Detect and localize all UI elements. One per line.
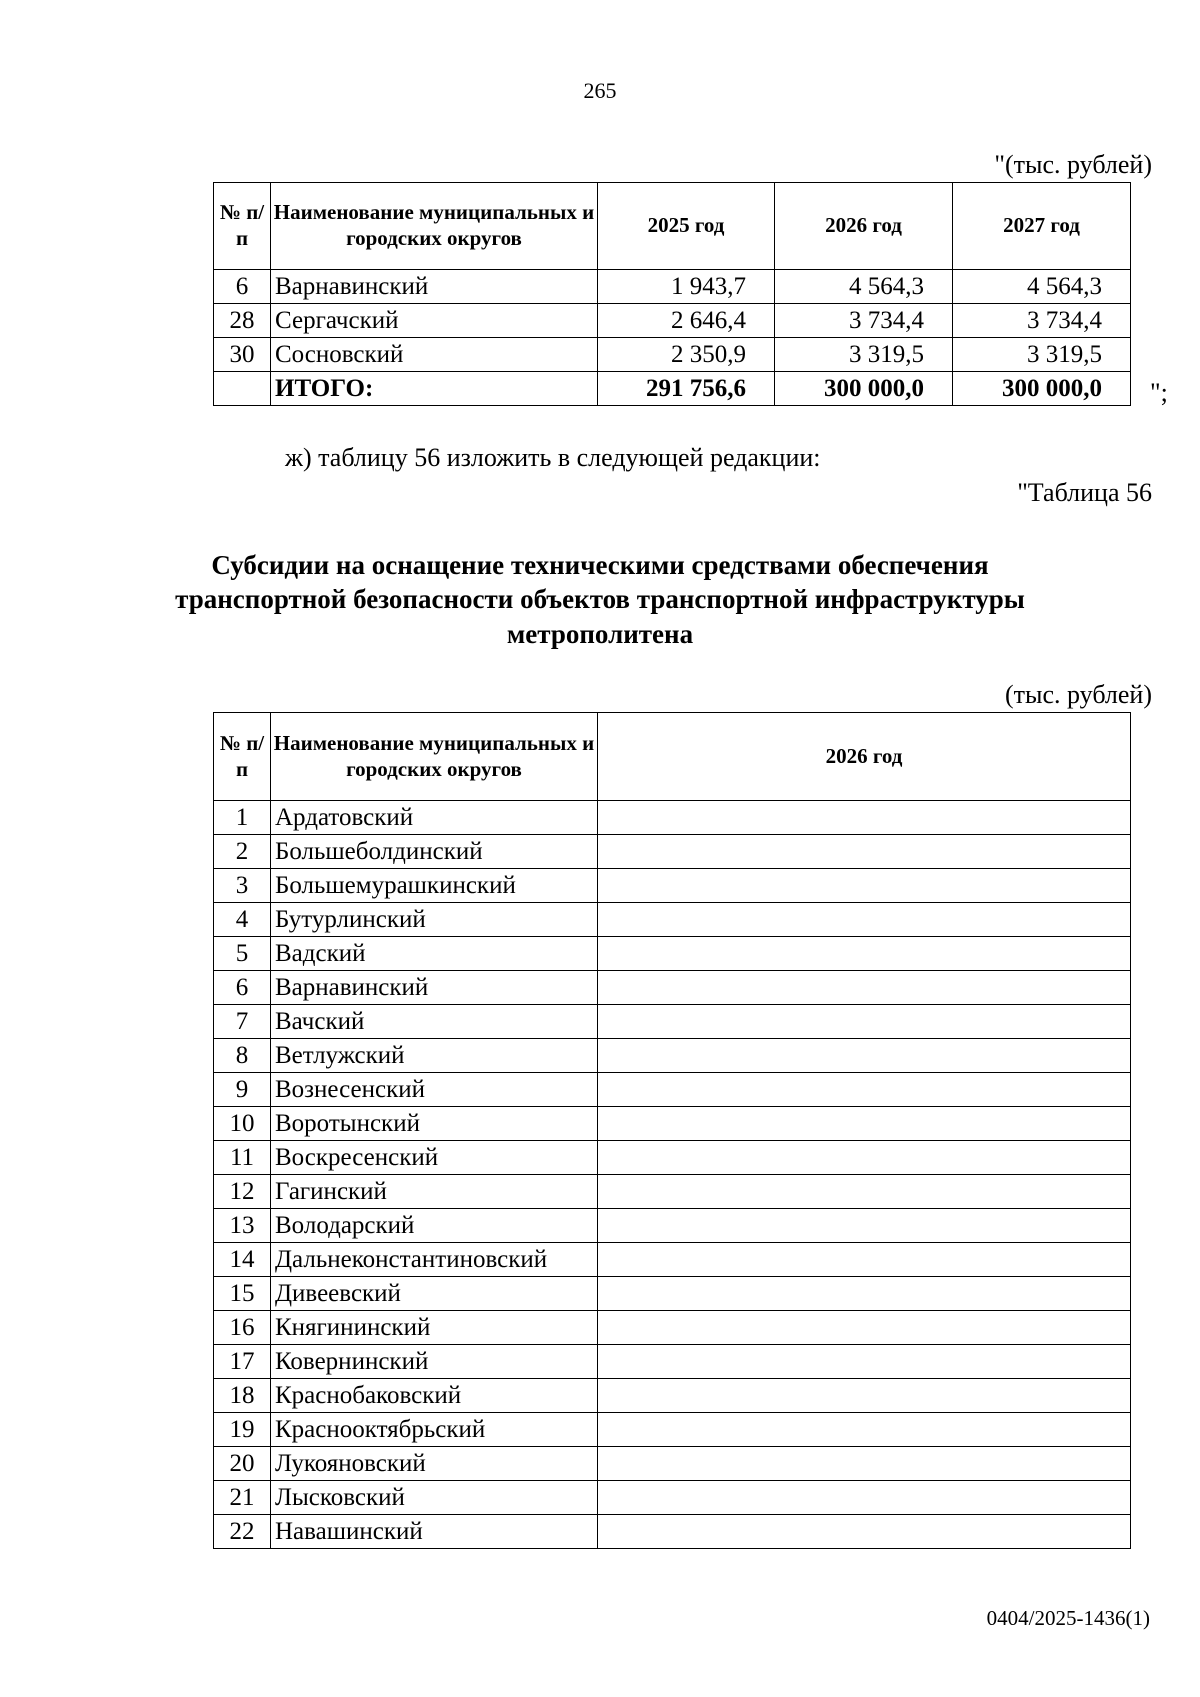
cell-y2026 bbox=[598, 1515, 1131, 1549]
cell-num: 30 bbox=[214, 338, 271, 372]
cell-num: 8 bbox=[214, 1039, 271, 1073]
cell-y2027: 4 564,3 bbox=[953, 270, 1131, 304]
cell-y2026 bbox=[598, 1209, 1131, 1243]
cell-y2026: 3 734,4 bbox=[775, 304, 953, 338]
cell-y2027: 3 319,5 bbox=[953, 338, 1131, 372]
cell-num: 20 bbox=[214, 1447, 271, 1481]
cell-name: Ветлужский bbox=[271, 1039, 598, 1073]
table-row bbox=[214, 1481, 1131, 1515]
cell-num: 15 bbox=[214, 1277, 271, 1311]
cell-y2026 bbox=[598, 801, 1131, 835]
cell-num: 3 bbox=[214, 869, 271, 903]
table-row bbox=[214, 937, 1131, 971]
cell-num: 28 bbox=[214, 304, 271, 338]
table1-units: "(тыс. рублей) bbox=[994, 150, 1152, 179]
table-row bbox=[214, 869, 1131, 903]
cell-num: 12 bbox=[214, 1175, 271, 1209]
cell-name: Володарский bbox=[271, 1209, 598, 1243]
table-row bbox=[214, 1209, 1131, 1243]
cell-y2026 bbox=[598, 1311, 1131, 1345]
table-row bbox=[214, 1107, 1131, 1141]
cell-name: Княгининский bbox=[271, 1311, 598, 1345]
table1-total-row bbox=[214, 372, 1131, 406]
cell-name: Ковернинский bbox=[271, 1345, 598, 1379]
table-title: Субсидии на оснащение техническими средствами обеспечения транспортной безопасности объектов транспортной инфраструктуры метрополитена bbox=[175, 550, 1025, 649]
cell-name: Вознесенский bbox=[271, 1073, 598, 1107]
table-row bbox=[214, 1345, 1131, 1379]
cell-num: 22 bbox=[214, 1515, 271, 1549]
cell-y2026: 3 319,5 bbox=[775, 338, 953, 372]
header-2026: 2026 год bbox=[775, 183, 953, 270]
header-2027: 2027 год bbox=[953, 183, 1131, 270]
table-row bbox=[214, 304, 1131, 338]
cell-name: Вадский bbox=[271, 937, 598, 971]
table2-units: (тыс. рублей) bbox=[1004, 680, 1152, 709]
header-num: № п/п bbox=[214, 183, 271, 270]
cell-num: 18 bbox=[214, 1379, 271, 1413]
table-row bbox=[214, 971, 1131, 1005]
table-row bbox=[214, 1141, 1131, 1175]
table1-closing: "; bbox=[1150, 378, 1168, 407]
document-code: 0404/2025-1436(1) bbox=[986, 1606, 1150, 1630]
table-row bbox=[214, 1379, 1131, 1413]
cell-name: Воскресенский bbox=[271, 1141, 598, 1175]
table-row bbox=[214, 1277, 1131, 1311]
table2-header-row bbox=[214, 713, 1131, 801]
cell-y2026 bbox=[598, 1005, 1131, 1039]
cell-y2026 bbox=[598, 1413, 1131, 1447]
table2-body bbox=[214, 801, 1131, 1549]
cell-name: Гагинский bbox=[271, 1175, 598, 1209]
table-row bbox=[214, 338, 1131, 372]
cell-y2026 bbox=[598, 937, 1131, 971]
cell-y2026 bbox=[598, 1243, 1131, 1277]
cell-num: 6 bbox=[214, 971, 271, 1005]
total-label: ИТОГО: bbox=[271, 372, 598, 406]
cell-name: Большемурашкинский bbox=[271, 869, 598, 903]
table-row bbox=[214, 1311, 1131, 1345]
cell-name: Ардатовский bbox=[271, 801, 598, 835]
table-row bbox=[214, 270, 1131, 304]
total-num-cell bbox=[214, 372, 271, 406]
cell-name: Бутурлинский bbox=[271, 903, 598, 937]
cell-name: Лукояновский bbox=[271, 1447, 598, 1481]
cell-num: 16 bbox=[214, 1311, 271, 1345]
cell-name: Дивеевский bbox=[271, 1277, 598, 1311]
table-number: "Таблица 56 bbox=[1017, 478, 1152, 507]
cell-name: Краснобаковский bbox=[271, 1379, 598, 1413]
cell-num: 10 bbox=[214, 1107, 271, 1141]
table-row bbox=[214, 1515, 1131, 1549]
cell-name: Краснооктябрьский bbox=[271, 1413, 598, 1447]
cell-y2026 bbox=[598, 835, 1131, 869]
cell-y2026 bbox=[598, 1107, 1131, 1141]
cell-num: 17 bbox=[214, 1345, 271, 1379]
table-1 bbox=[213, 182, 1131, 406]
cell-num: 5 bbox=[214, 937, 271, 971]
table-row bbox=[214, 1413, 1131, 1447]
cell-num: 14 bbox=[214, 1243, 271, 1277]
cell-y2026 bbox=[598, 1141, 1131, 1175]
cell-name: Большеболдинский bbox=[271, 835, 598, 869]
cell-y2026 bbox=[598, 1481, 1131, 1515]
header-2025: 2025 год bbox=[598, 183, 775, 270]
table-row bbox=[214, 1039, 1131, 1073]
page-number: 265 bbox=[583, 78, 617, 103]
cell-y2025: 2 646,4 bbox=[598, 304, 775, 338]
cell-num: 19 bbox=[214, 1413, 271, 1447]
table-row bbox=[214, 1447, 1131, 1481]
table-row bbox=[214, 835, 1131, 869]
cell-name: Воротынский bbox=[271, 1107, 598, 1141]
cell-num: 13 bbox=[214, 1209, 271, 1243]
total-2025: 291 756,6 bbox=[598, 372, 775, 406]
cell-name: Дальнеконстантиновский bbox=[271, 1243, 598, 1277]
cell-y2026 bbox=[598, 1175, 1131, 1209]
total-2027: 300 000,0 bbox=[953, 372, 1131, 406]
cell-name: Лысковский bbox=[271, 1481, 598, 1515]
cell-name: Вачский bbox=[271, 1005, 598, 1039]
header-2026: 2026 год bbox=[598, 713, 1131, 801]
cell-y2026 bbox=[598, 1039, 1131, 1073]
table-row bbox=[214, 801, 1131, 835]
table-row bbox=[214, 1073, 1131, 1107]
header-name: Наименование муниципальных и городских округов bbox=[271, 713, 598, 801]
cell-y2026 bbox=[598, 1447, 1131, 1481]
cell-num: 21 bbox=[214, 1481, 271, 1515]
cell-y2026 bbox=[598, 869, 1131, 903]
cell-name: Сосновский bbox=[271, 338, 598, 372]
table-row bbox=[214, 1243, 1131, 1277]
table-row bbox=[214, 903, 1131, 937]
table1-body bbox=[214, 270, 1131, 372]
cell-y2026 bbox=[598, 903, 1131, 937]
cell-num: 7 bbox=[214, 1005, 271, 1039]
header-name: Наименование муниципальных и городских округов bbox=[271, 183, 598, 270]
cell-num: 1 bbox=[214, 801, 271, 835]
cell-y2026 bbox=[598, 1379, 1131, 1413]
cell-y2027: 3 734,4 bbox=[953, 304, 1131, 338]
total-2026: 300 000,0 bbox=[775, 372, 953, 406]
table1-header-row bbox=[214, 183, 1131, 270]
table-row bbox=[214, 1175, 1131, 1209]
cell-y2026 bbox=[598, 1277, 1131, 1311]
header-num: № п/п bbox=[214, 713, 271, 801]
amendment-paragraph: ж) таблицу 56 изложить в следующей редакции: bbox=[285, 443, 821, 472]
cell-name: Варнавинский bbox=[271, 971, 598, 1005]
table-row bbox=[214, 1005, 1131, 1039]
table-2 bbox=[213, 712, 1131, 1549]
cell-y2026 bbox=[598, 1345, 1131, 1379]
cell-num: 4 bbox=[214, 903, 271, 937]
cell-num: 11 bbox=[214, 1141, 271, 1175]
cell-num: 6 bbox=[214, 270, 271, 304]
cell-y2025: 1 943,7 bbox=[598, 270, 775, 304]
cell-name: Сергачский bbox=[271, 304, 598, 338]
cell-num: 2 bbox=[214, 835, 271, 869]
cell-name: Варнавинский bbox=[271, 270, 598, 304]
cell-name: Навашинский bbox=[271, 1515, 598, 1549]
cell-y2026 bbox=[598, 971, 1131, 1005]
cell-num: 9 bbox=[214, 1073, 271, 1107]
cell-y2026 bbox=[598, 1073, 1131, 1107]
cell-y2026: 4 564,3 bbox=[775, 270, 953, 304]
cell-y2025: 2 350,9 bbox=[598, 338, 775, 372]
